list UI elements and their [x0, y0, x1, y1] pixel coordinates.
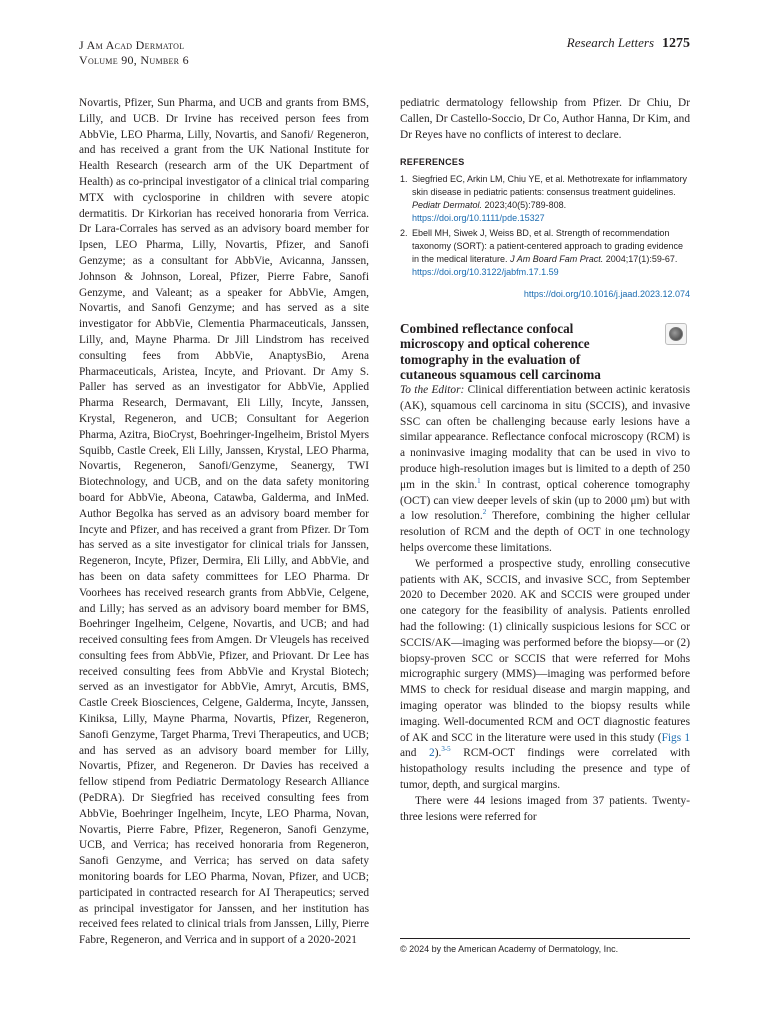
reference-journal: Pediatr Dermatol.	[412, 200, 483, 211]
reference-number: 1.	[400, 174, 408, 185]
reference-doi-link[interactable]: https://doi.org/10.1111/pde.15327	[412, 213, 545, 224]
copyright-footer: © 2024 by the American Academy of Dermatology, Inc.	[400, 944, 619, 954]
right-column	[400, 96, 690, 825]
journal-volume: Volume 90, Number 6	[79, 53, 189, 67]
reference-body	[412, 227, 690, 279]
reference-citation: 2023;40(5):789-808.	[484, 200, 567, 211]
page-number: 1275	[662, 36, 690, 51]
running-head-section	[567, 35, 690, 52]
reference-body	[412, 173, 690, 225]
reference-text: Ebell MH, Siwek J, Weiss BD, et al. Strength of recommendation taxonomy (SORT): a patient-centered approach to grading evidence in the medical literature.	[412, 228, 683, 265]
disclosure-continuation: pediatric dermatology fellowship from Pfizer. Dr Chiu, Dr Callen, Dr Castello-Soccio, Dr Co, Author Hanna, Dr Kim, and Dr Reyes have no conflicts of interest to declare.	[400, 97, 690, 141]
citation-link[interactable]: 2	[482, 508, 487, 517]
reference-item	[400, 173, 690, 225]
article-title-block	[400, 321, 690, 383]
article-doi-link[interactable]: https://doi.org/10.1016/j.jaad.2023.12.074	[523, 289, 690, 300]
left-column	[79, 96, 369, 949]
check-for-updates-icon[interactable]	[665, 323, 687, 345]
figure-link[interactable]: 2	[429, 747, 435, 760]
footer-divider	[400, 938, 690, 939]
intro-text: Therefore, combining the higher cellular resolution of RCM and the depth of OCT in one technology helps overcome these limitations.	[400, 510, 691, 554]
reference-doi-link[interactable]: https://doi.org/10.3122/jabfm.17.1.59	[412, 267, 559, 278]
figure-link[interactable]: Figs 1	[661, 731, 690, 744]
reference-number: 2.	[400, 228, 408, 239]
intro-paragraph	[400, 383, 690, 557]
reference-journal: J Am Board Fam Pract.	[510, 254, 604, 265]
reference-text: Siegfried EC, Arkin LM, Chiu YE, et al. Methotrexate for inflammatory skin disease in pediatric patients: consensus treatment guidelines.	[412, 174, 687, 198]
journal-name: J Am Acad Dermatol	[79, 38, 185, 52]
article-title: Combined reflectance confocal microscopy and optical coherence tomography in the evaluation of cutaneous squamous cell carcinoma	[400, 320, 601, 383]
methods-text: and	[400, 747, 430, 760]
results-paragraph: There were 44 lesions imaged from 37 patients. Twenty-three lesions were referred for	[400, 794, 690, 823]
citation-link[interactable]: 3-5	[441, 745, 451, 754]
disclosure-text: Novartis, Pfizer, Sun Pharma, and UCB and grants from BMS, Lilly, and UCB. Dr Irvine has received person fees from AbbVie, LEO Pharma, Lilly, Novartis, and Sanofi/ Regeneron, and has received a grant from the UK National Institute for Health Research (research arm of the UK Department of Health) as co-principal investigator of a clinical trial comparing MTX with cyclosporine in children with severe atopic dermatitis. Dr Kirkorian has received honoraria from Verrica. Dr Lara-Corrales has served as an advisory board member for Ipsen, LEO Pharma, Lilly, Novartis, Pfizer, and Sanofi Genzyme; as a consultant for AbbVie, Avicanna, Janssen, Johnson & Johnson, Loreal, Pfizer, Pierre Fabre, Sanofi Genzyme, and Valeant; as a speaker for AbbVie, Amgen, Novartis, and Sanofi Genzyme; and has served as a site investigator for AbbVie, Clementia Pharmaceuticals, Janssen, Lilly, and, Mayne Pharma. Dr Jill Lindstrom has received consulting fees from AbbVie, AnaptysBio, Arena Pharmaceuticals, Aristea, Incyte, and Priovant. Dr Amy S. Paller has served as an investigator for AbbVie, Applied Pharma Research, Dermavant, Eli Lilly, Incyte, Janssen, Krystal, Regeneron, and UCB; Consultant for Aegerion Pharma, Azitra, BioCryst, Boehringer-Ingelheim, Bristol Myers Squibb, Castle Creek, Eli Lilly, Janssen, Krystal, LEO Pharma, Novartis, Regeneron, Sanofi/Genzyme, Seanergy, TWI Biotechnology, and UCB, and on the data safety monitoring board for AbbVie, Abeona, Catawba, Galderma, and InMed. Author Begolka has served as an advisory board member for Incyte and Pfizer, and has received a grant from Pfizer. Dr Tom has served as a site investigator for clinical trials for Janssen, Regeneron, Incyte, Pfizer, Dermira, Eli Lilly, and AbbVie, and has been on data safety committees for LEO Pharma. Dr Voorhees has received research grants from AbbVie, Celgene, and Lilly; has served as an advisory board member for BMS, Boehringer Ingelheim, Celgene, Novartis, and UCB; and had received consulting fees from Amgen. Dr Vleugels has received consulting fees from AbbVie, Pfizer, and Priovant. Dr Lee has received consulting fees from AbbVie and Krystal Biotech; served as an investigator for AbbVie, Amryt, Arcutis, BMS, Castle Creek Biosciences, Celgene, Galderma, Incyte, Janssen, Kiniksa, Lilly, Mayne Pharma, Novartis, Pfizer, Regeneron, Sanofi Genzyme, Target Pharma, Trevi Therapeutics, and UCB; and has served as an advisory board member for Lilly, Novartis, Pfizer, and Regeneron. Dr Davies has received a fellow stipend from Pediatric Dermatology Research Alliance (PeDRA). Dr Siegfried has received consulting fees from AbbVie, Boehringer Ingelheim, Incyte, LEO Pharma, Novan, Novartis, Pierre Fabre, Pfizer, Regeneron, Sanofi Genzyme, UCB, and Verrica; has received honoraria from Regeneron, Sanofi Genzyme, and Verrica; has served on data safety monitoring boards for LEO Pharma, Novan, Pfizer, and UCB; participated in contracted research for AI Therapeutics; served as principal investigator for Janssen, and her institution has received fees related to clinical trials from Janssen, Lilly, Pierre Fabre, Regeneron, and Verrica and in support of a 2020-2021	[79, 97, 369, 947]
methods-text: We performed a prospective study, enrolling consecutive patients with AK, SCCIS, and invasive SCC, from September 2020 to December 2020. AK and SCCIS were grouped under one category for the feasibility of analysis. Patients enrolled had the following: (1) clinically suspicious lesions for SCC or SCCIS/AK—imaging was performed before the biopsy—or (2) biopsy-proven SCC or SCCIS that were referred for Mohs micrographic surgery (MMS)—imaging was performed before MMS to check for residual disease and margin mapping, and imaging operator was blinded to the biopsy results while imaging. Well-documented RCM and OCT diagnostic features of AK and SCC in the literature were used in this study (	[400, 557, 690, 744]
methods-paragraph	[400, 557, 690, 794]
update-badge-icon	[669, 327, 683, 341]
section-name: Research Letters	[566, 35, 654, 50]
intro-text: Clinical differentiation between actinic keratosis (AK), squamous cell carcinoma in situ (SCCIS), and invasive SSC can often be challenging because early lesions have a similar appearance. Reflectance confocal microscopy (RCM) is a noninvasive imaging modality that can be used in vivo to produce high-resolution images but is limited to a depth of 250 μm in the skin.	[400, 383, 690, 491]
methods-text: ).	[434, 747, 442, 760]
references-heading: REFERENCES	[400, 157, 465, 168]
running-head-journal	[79, 38, 189, 68]
reference-citation: 2004;17(1):59-67.	[605, 254, 678, 265]
citation-link[interactable]: 1	[477, 476, 481, 485]
salutation: To the Editor:	[400, 383, 465, 396]
reference-item	[400, 227, 690, 279]
methods-text: RCM-OCT findings were correlated with histopathology results including the presence and type of tumor, depth, and surgical margins.	[400, 747, 691, 791]
intro-text: In contrast, optical coherence tomography (OCT) can view deeper levels of skin (up to 2000 μm) but with a low resolution.	[400, 478, 690, 523]
